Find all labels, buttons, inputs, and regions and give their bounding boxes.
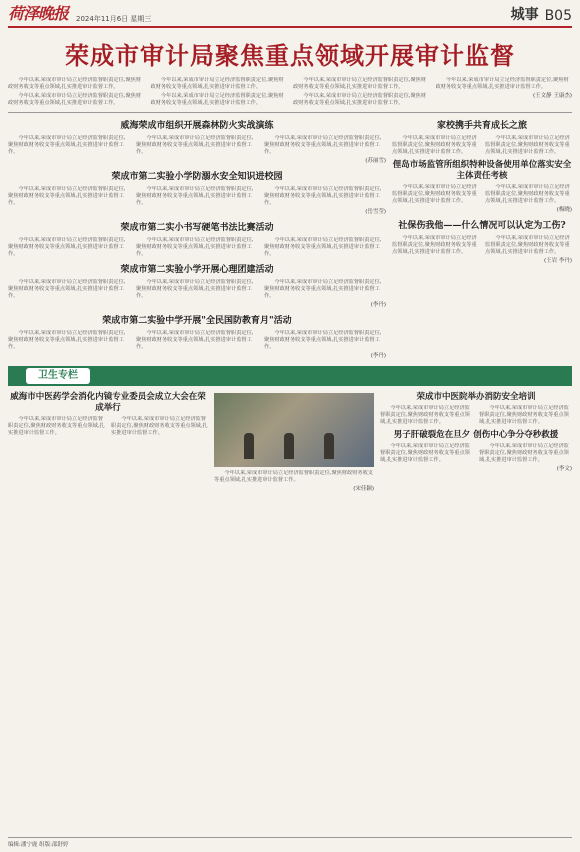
article-title: 家校携手共育成长之旅 (436, 121, 527, 131)
article-title: 威海荣成市组织开展森林防火实战演练 (120, 121, 274, 131)
article-title: 男子肝破裂危在旦夕 创伤中心争分夺秒救援 (393, 430, 559, 440)
article-title: 威海市中医药学会消化内镜专业委员会成立大会在荣成举行 (10, 392, 206, 413)
footer-credits: 编辑:潘宁鹿 组版:邵舒婷 (8, 837, 572, 848)
byline: (王文静 王康杰) (532, 93, 572, 99)
newspaper-page: 荷泽晚报 2024年11月6日 星期三 城事 B05 荣成市审计局聚焦重点领域开展审计监督 今年以来,荣成市审计局立足经济监督职责定位,聚焦财政财务收支等重点领域,扎实推进审计监督工作。 今年以来,荣成市审计局立足经济监督职责定位,聚焦财政财务收支等重点领域,扎实推进审计监督工作。 今年以来,荣成市审计局立足经济监督职责定位,聚焦财政财务收支等重点领域,扎实推进审计监督工作。 今年以来,荣成市审计局立足经济监督职责定位,聚焦财政财务收支等重点领域,扎实推进审计监督工作。 今年以来,荣成市审计局立足经济监督职责定位,聚焦财政财务收支等重点领域,扎实推进审计监督工作。 今年以来,荣成市审计局立足经济监督职责定位,聚焦财政财务收支等重点领域,扎实推进审计监督工作。 今年以来,荣成市审计局立足经济监督职责定位,聚焦财政财务收支等重点领域,扎实推进审计监督工作。 (王文静 王康杰) 威海荣成市组织开展森林防火实战演练 今年以来,荣成市审计局立足经济监督职责定位,聚焦财政财务收支等重点领域,扎实推进审计监督工作。 今年以来,荣成市审计局立足经济监督职责定位,聚焦财政财务收支等重点领域,扎实推进审计监督工作。 今年以来,荣成市审计局立足经济监督职责定位,聚焦财政财务收支等重点领域,扎实推进审计监督工作。 (苏丽雪) 荣成市第二实验小学防溺水安全知识进校园 今年以来,荣成市审计局立足经济监督职责定位,聚焦财政财务收支等重点领域,扎实推进审计监督工作。 今年以来,荣成市审计局立足经济监督职责定位,聚焦财政财务收支等重点领域,扎实推进审计监督工作。 今年以来,荣成市审计局立足经济监督职责定位,聚焦财政财务收支等重点领域,扎实推进审计监督工作。 (岳雪莹) 荣成市第二实小书写硬笔书法比赛活动 今年以来,荣成市审计局立足经济监督职责定位,聚焦财政财务收支等重点领域,扎实推进审计监督工作。 今年以来,荣成市审计局立足经济监督职责定位,聚焦财政财务收支等重点领域,扎实推进审计监督工作。 今年以来,荣成市审计局立足经济监督职责定位,聚焦财政财务收支等重点领域,扎实推进审计监督工作。 荣成市第二实验小学开展心理团建活动 今年以来,荣成市审计局立足经济监督职责定位,聚焦财政财务收支等重点领域,扎实推进审计监督工作。 今年以来,荣成市审计局立足经济监督职责定位,聚焦财政财务收支等重点领域,扎实推进审计监督工作。 今年以来,荣成市审计局立足经济监督职责定位,聚焦财政财务收支等重点领域,扎实推进审计监督工作。 (李丹) 荣成市第二实验中学开展"全民国防教育月"活动 今年以来,荣成市审计局立足经济监督职责定位,聚焦财政财务收支等重点领域,扎实推进审计监督工作。 今年以来,荣成市审计局立足经济监督职责定位,聚焦财政财务收支等重点领域,扎实推进审计监督工作。 今年以来,荣成市审计局立足经济监督职责定位,聚焦财政财务收支等重点领域,扎实推进审计监督工作。 (李丹) 家校携手共育成长之旅 今年以来,荣成市审计局立足经济监督职责定位,聚焦财政财务收支等重点领域,扎实推进审计监督工作。 今年以来,荣成市审计局立足经济监督职责定位,聚焦财政财务收支等重点领域,扎实推进审计监督工作。 俚岛市场监管所组织特种设备使用单位落实安全主体责任考核 今年以来,荣成市审计局立足经济监督职责定位,聚焦财政财务收支等重点领域,扎实推进审计监督工作。 今年以来,荣成市审计局立足经济监督职责定位,聚焦财政财务收支等重点领域,扎实推进审计监督工作。 (梅晓) 社保伤我他——什么情况可以认定为工伤? 今年以来,荣成市审计局立足经济监督职责定位,聚焦财政财务收支等重点领域,扎实推进审计监督工作。 今年以来,荣成市审计局立足经济监督职责定位,聚焦财政财务收支等重点领域,扎实推进审计监督工作。 (王岩 李丹) 卫生专栏 威海市中医药学会消化内镜专业委员会成立大会在荣成举行 今年以来,荣成市审计局立足经济监督职责定位,聚焦财政财务收支等重点领域,扎实推进审计监督工作。 今年以来,荣成市审计局立足经济监督职责定位,聚焦财政财务收支等重点领域,扎实推进审计监督工作。 今年以来,荣成市审计局立足经济监督职责定位,聚焦财政财务收支等重点领域,扎实推进审计监督工作。 (宋佳颖) 荣成市中医院举办消防安全培训 今年以来,荣成市审计局立足经济监督职责定位,聚焦财政财务收支等重点领域,扎实推进审计监督工作。 今年以来,荣成市审计局立足经济监督职责定位,聚焦财政财务收支等重点领域,扎实推进审计监督工作。 男子肝破裂危在旦夕 创伤中心争分夺秒救援 今年以来,荣成市审计局立足经济监督职责定位,聚焦财政财务收支等重点领域,扎实推进审计监督工作。 今年以来,荣成市审计局立足经济监督职责定位,聚焦财政财务收支等重点领域,扎实推进审计监督工作。 (李文) 编辑:潘宁鹿 组版:邵舒婷 (0, 0, 580, 852)
article-title: 俚岛市场监管所组织特种设备使用单位落实安全主体责任考核 (392, 160, 572, 181)
lead-article: 今年以来,荣成市审计局立足经济监督职责定位,聚焦财政财务收支等重点领域,扎实推进审计监督工作。 今年以来,荣成市审计局立足经济监督职责定位,聚焦财政财务收支等重点领域,扎实推进审计监督工作。 今年以来,荣成市审计局立足经济监督职责定位,聚焦财政财务收支等重点领域,扎实推进审计监督工作。 今年以来,荣成市审计局立足经济监督职责定位,聚焦财政财务收支等重点领域,扎实推进审计监督工作。 今年以来,荣成市审计局立足经济监督职责定位,聚焦财政财务收支等重点领域,扎实推进审计监督工作。 今年以来,荣成市审计局立足经济监督职责定位,聚焦财政财务收支等重点领域,扎实推进审计监督工作。 今年以来,荣成市审计局立足经济监督职责定位,聚焦财政财务收支等重点领域,扎实推进审计监督工作。 (王文静 王康杰) (8, 77, 572, 106)
newspaper-logo: 荷泽晚报 (8, 4, 69, 23)
article-title: 社保伤我他——什么情况可以认定为工伤? (398, 221, 566, 231)
health-column-banner (8, 366, 572, 386)
masthead (8, 6, 572, 28)
photo (214, 393, 374, 467)
body-text: 今年以来,荣成市审计局立足经济监督职责定位,聚焦财政财务收支等重点领域,扎实推进审计监督工作。 (8, 77, 142, 90)
main-headline: 荣成市审计局聚焦重点领域开展审计监督 (65, 41, 515, 70)
article-title: 荣成市第二实验小学开展心理团建活动 (120, 265, 274, 275)
section-name: 城事 (510, 7, 539, 23)
article-title: 荣成市中医院举办消防安全培训 (416, 392, 536, 402)
column-tag: 卫生专栏 (26, 368, 90, 384)
issue-date: 2024年11月6日 星期三 (76, 15, 152, 23)
article-title: 荣成市第二实小书写硬笔书法比赛活动 (120, 223, 274, 233)
article-title: 荣成市第二实验小学防溺水安全知识进校园 (111, 172, 283, 182)
page-number: B05 (544, 8, 572, 24)
article-title: 荣成市第二实验中学开展"全民国防教育月"活动 (102, 316, 292, 326)
